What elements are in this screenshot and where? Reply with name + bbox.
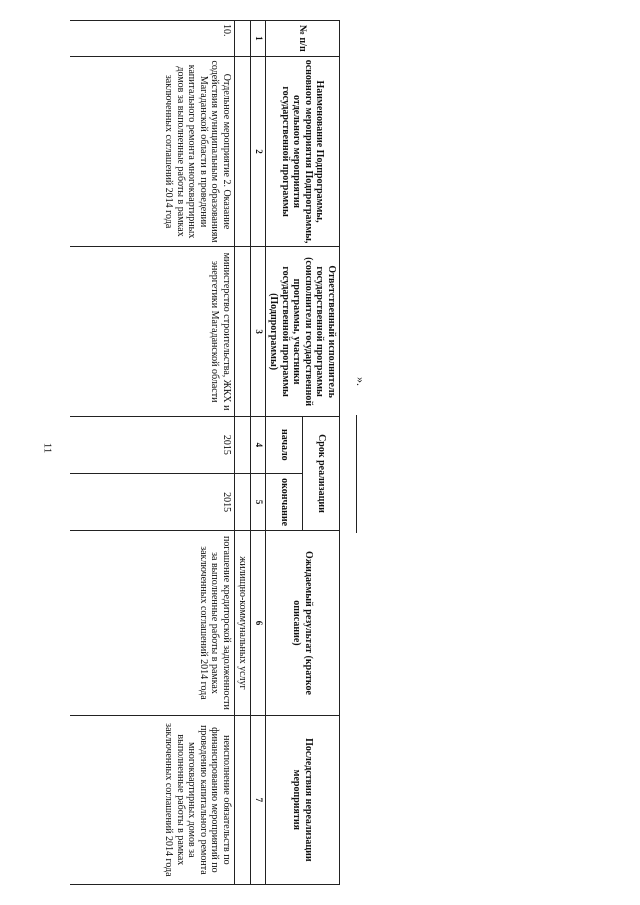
header-term: Срок реализации: [303, 416, 340, 531]
continuation-text: жилищно-коммунальных услуг: [235, 531, 252, 716]
header-executor: Ответственный исполнитель государственной программы (соисполнители государственной программы, участники государственной программы (Подпрограммы): [266, 247, 340, 416]
closing-mark: [350, 375, 368, 545]
rotated-table-area: [70, 20, 340, 885]
column-number: 4: [251, 416, 266, 473]
column-number: 5: [251, 473, 266, 530]
closing-line: [356, 415, 357, 533]
row-result: погашение кредиторской задолженности за выполненные работы в рамках заключенных соглашений 2014 года: [70, 531, 235, 716]
header-consequences: Последствия нереализации мероприятия: [266, 715, 340, 884]
header-start: начало: [266, 416, 303, 473]
page-number: 11: [41, 442, 53, 454]
column-number-row: [251, 21, 266, 885]
continuation-row: [235, 21, 252, 885]
column-number: 3: [251, 247, 266, 416]
column-number: 2: [251, 56, 266, 247]
row-executor: министерство строительства, ЖКХ и энергетики Магаданской области: [70, 247, 235, 416]
table-row: [70, 21, 235, 885]
column-number: 7: [251, 715, 266, 884]
row-end: 2015: [70, 473, 235, 530]
column-number: 6: [251, 531, 266, 716]
row-start: 2015: [70, 416, 235, 473]
row-consequences: неисполнение обязательств по финансированию мероприятий по проведению капитального ремонта многоквартирных домов за выполненные работы в рамках заключенных соглашений 2014 года: [70, 715, 235, 884]
header-end: окончание: [266, 473, 303, 530]
header-result: Ожидаемый результат (краткое описание): [266, 531, 340, 716]
header-name: Наименование Подпрограммы, основного мероприятия Подпрограммы, отдельного мероприятия государственной программы: [266, 56, 340, 247]
row-num: 10.: [70, 21, 235, 57]
header-num: № п/п: [266, 21, 340, 57]
column-number: 1: [251, 21, 266, 57]
header-row: [303, 21, 340, 885]
closing-quote: ».: [354, 377, 368, 386]
row-name: Отдельное мероприятие 2. Оказание содействия муниципальным образованиям Магаданской области в проведении капитального ремонта многоквартирных домов за выполненные работы в рамках заключенных соглашений 2014 года: [70, 56, 235, 247]
program-measures-table: [70, 20, 340, 885]
